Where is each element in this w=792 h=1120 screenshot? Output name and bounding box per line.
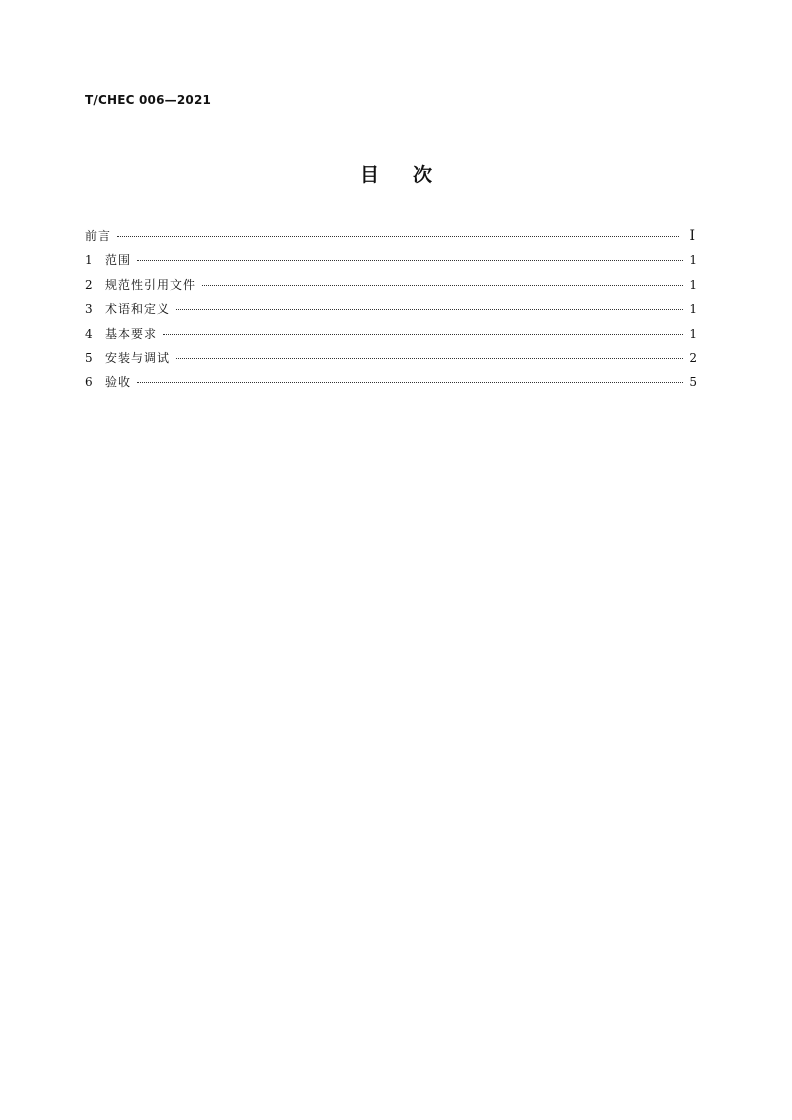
toc-entry-scope[interactable] xyxy=(85,251,697,275)
table-of-contents xyxy=(85,227,697,398)
toc-entry-basic-requirements[interactable] xyxy=(85,325,697,349)
toc-entry-label: 术语和定义 xyxy=(105,302,171,317)
toc-entry-page: 1 xyxy=(689,326,697,341)
toc-entry-number: 6 xyxy=(85,375,93,390)
toc-leader-dots xyxy=(202,284,683,286)
toc-entry-normative-references[interactable] xyxy=(85,276,697,300)
toc-entry-page: 1 xyxy=(689,277,697,292)
toc-entry-label: 范围 xyxy=(105,253,132,268)
toc-entry-terms-definitions[interactable] xyxy=(85,300,697,324)
toc-entry-label: 前言 xyxy=(85,229,112,243)
toc-entry-label: 规范性引用文件 xyxy=(105,277,197,292)
toc-entry-number: 4 xyxy=(85,326,93,341)
toc-leader-dots xyxy=(163,333,683,335)
toc-entry-label: 安装与调试 xyxy=(105,350,171,365)
toc-entry-page: Ⅰ xyxy=(689,228,695,244)
toc-entry-page: 2 xyxy=(689,350,697,365)
toc-entry-page: 1 xyxy=(689,302,697,317)
toc-entry-label: 基本要求 xyxy=(105,326,158,341)
toc-entry-installation-commissioning[interactable] xyxy=(85,349,697,373)
toc-entry-number: 3 xyxy=(85,302,93,317)
toc-entry-number: 5 xyxy=(85,350,93,365)
document-code: T/CHEC 006—2021 xyxy=(85,93,212,107)
toc-entry-acceptance[interactable] xyxy=(85,373,697,397)
toc-leader-dots xyxy=(176,357,683,359)
toc-entry-preface[interactable] xyxy=(85,227,697,251)
toc-entry-page: 5 xyxy=(689,375,697,390)
toc-title: 目次 xyxy=(359,164,466,186)
toc-entry-number: 1 xyxy=(85,253,93,268)
toc-leader-dots xyxy=(137,259,683,261)
toc-leader-dots xyxy=(176,308,683,310)
toc-leader-dots xyxy=(137,381,683,383)
toc-entry-label: 验收 xyxy=(105,375,132,390)
toc-leader-dots xyxy=(117,235,679,237)
toc-entry-number: 2 xyxy=(85,277,93,292)
toc-entry-page: 1 xyxy=(689,253,697,268)
